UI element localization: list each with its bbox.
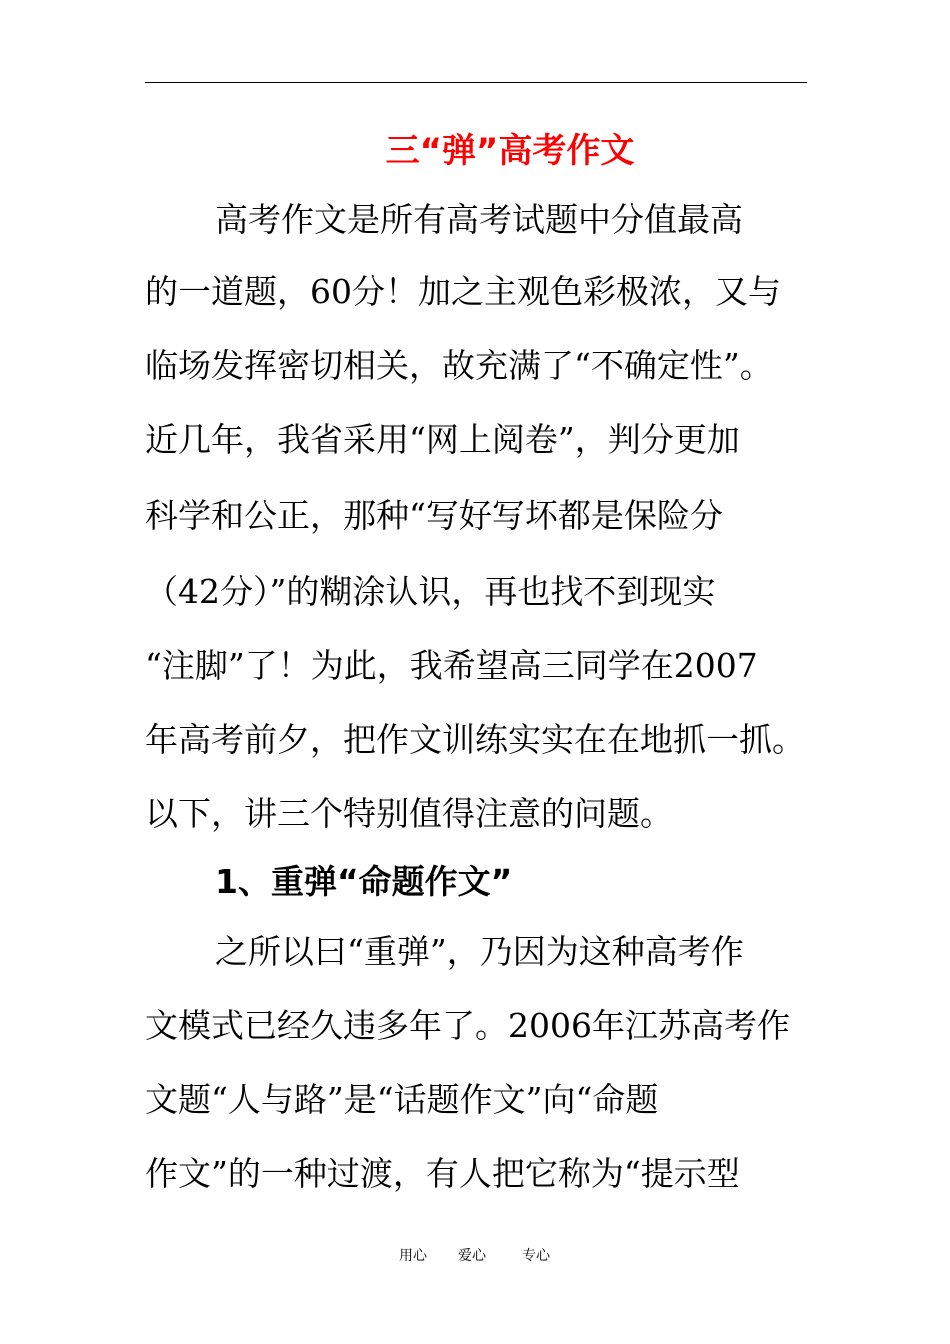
footer-item: 用心 [399,1248,427,1264]
line-text: 近几年，我省采用“网上阅卷”，判分更加 [145,420,740,459]
footer-item: 爱心 [458,1248,486,1264]
body-line [0,924,950,980]
section-heading [0,854,950,910]
body-line [0,192,950,248]
body-line [0,564,950,620]
line-text: 的一道题，60分！加之主观色彩极浓，又与 [145,272,781,311]
section-heading-text: 1、重弹“命题作文” [215,862,513,901]
line-text: 年高考前夕，把作文训练实实在在地抓一抓。 [145,720,805,759]
line-text: 之所以曰“重弹”，乃因为这种高考作 [215,932,744,971]
body-line [0,264,950,320]
line-text: 作文”的一种过渡，有人把它称为“提示型 [145,1154,740,1193]
document-title: 三“弹”高考作文 [385,131,635,171]
footer-item: 专心 [522,1248,550,1264]
body-line [0,488,950,544]
line-text: “注脚”了！为此，我希望高三同学在2007 [145,646,758,685]
body-line [0,998,950,1054]
line-text: 以下，讲三个特别值得注意的问题。 [145,794,673,833]
body-line [0,786,950,842]
body-line [0,1072,950,1128]
line-text: 文模式已经久违多年了。2006年江苏高考作 [145,1006,790,1045]
body-line [0,712,950,768]
line-text: 临场发挥密切相关，故充满了“不确定性”。 [145,346,773,385]
body-line [0,1146,950,1202]
page-footer [0,1246,950,1266]
body-line [0,638,950,694]
line-text: （42分）”的糊涂认识，再也找不到现实 [145,572,716,611]
line-text: 科学和公正，那种“写好写坏都是保险分 [145,496,723,535]
body-line [0,338,950,394]
body-line [0,412,950,468]
header-rule [145,82,807,83]
line-text: 文题“人与路”是“话题作文”向“命题 [145,1080,659,1119]
line-text: 高考作文是所有高考试题中分值最高 [215,200,743,239]
